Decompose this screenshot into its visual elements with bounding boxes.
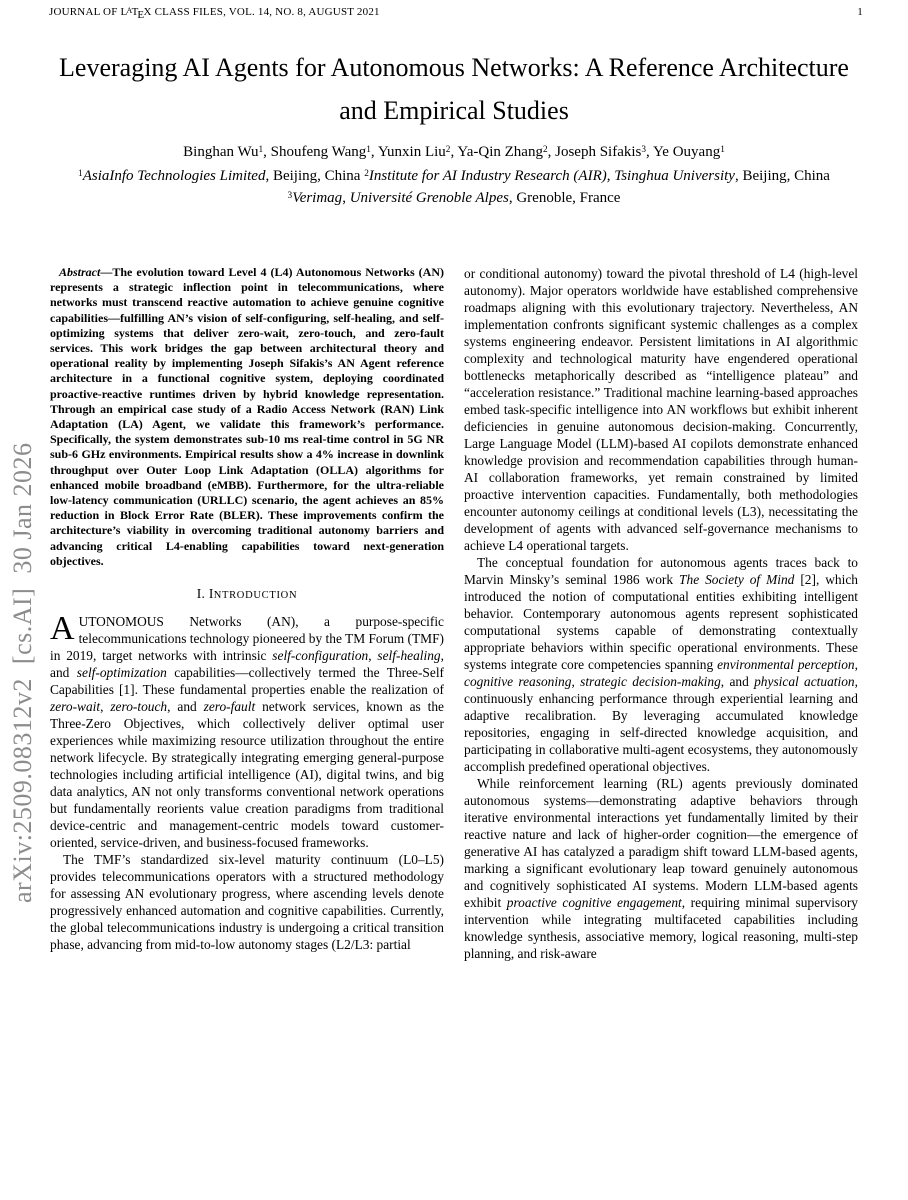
dropcap-letter: A	[50, 610, 75, 648]
intro-paragraph-1	[50, 610, 445, 851]
arxiv-watermark: arXiv:2509.08312v2 [cs.AI] 30 Jan 2026	[8, 442, 37, 903]
intro-paragraph-2: The TMF’s standardized six-level maturity continuum (L0–L5) provides telecommunications operators with a structured methodology for assessing AN evolutionary progress, where ascending levels denote progressively enhanced automation and cognitive capabilities. Currently, the global telecommunications industry is undergoing a critical transition phase, advancing from mid-to-low autonomy stages (L2/L3: partial	[50, 852, 444, 953]
right-paragraph-1: or conditional autonomy) toward the pivotal threshold of L4 (high-level autonomy). Major operators worldwide have established comprehensive roadmaps aligning with this evolutionary trajectory. Nevertheless, AN implementation confronts significant systemic challenges as a complex systems engineering endeavor. Persistent limitations in AI algorithmic complexity and technological maturity have engendered operational bottlenecks metaphorically described as “intelligence plateau” and “acceleration resistance.” Traditional machine learning-based approaches embed task-specific intelligence into AN workflows but exhibit inherent deficiencies in genuine autonomous decision-making. Concurrently, Large Language Model (LLM)-based AI copilots demonstrate enhanced knowledge provision and recommendation capabilities through human-AI collaboration frameworks, yet remain constrained by limited proactive intervention capacities. Fundamentally, both methodologies encounter autonomy ceilings at conditional levels (L3), necessitating the development of agents with advanced self-governance mechanisms to achieve L4 operational targets.	[464, 266, 858, 553]
left-column	[50, 265, 444, 953]
affiliations-line: $^1$AsiaInfo Technologies Limited, Beijing, China $^2$Institute for AI Industry Research (AIR), Tsinghua University, Beijing, China $^3$Verimag, Université Grenoble Alpes, Grenoble, France	[78, 168, 830, 206]
right-column	[464, 265, 858, 962]
abstract: Abstract—The evolution toward Level 4 (L4) Autonomous Networks (AN) represents a strategic inflection point in telecommunications, where networks must transcend reactive automation to achieve genuine cognitive capabilities—fulfilling AN’s vision of self-configuring, self-healing, and self-optimizing systems that deliver zero-wait, zero-touch, and zero-fault services. This work bridges the gap between architectural theory and operational reality by implementing Joseph Sifakis’s AN Agent reference architecture in a functional cognitive system, deploying coordinated proactive-reactive runtimes driven by hybrid knowledge representation. Through an empirical case study of a Radio Access Network (RAN) Link Adaptation (LA) Agent, we validate this framework’s performance. Specifically, the system demonstrates sub-10 ms real-time control in 5G NR sub-6 GHz environments. Empirical results show a 4% increase in downlink throughput over Outer Loop Link Adaptation (OLLA) algorithms for enhanced mobile broadband (eMBB). Furthermore, for the ultra-reliable low-latency communication (URLLC) scenario, the agent achieves an 85% reduction in Block Error Rate (BLER). These improvements confirm the architecture’s viability in overcoming traditional autonomy barriers and advancing critical L4-enabling capabilities toward next-generation objectives.	[50, 265, 444, 568]
paper-title: Leveraging AI Agents for Autonomous Networks: A Reference Architecture and Empirical Studies	[59, 53, 849, 125]
section-heading-introduction: I. INTRODUCTION	[196, 586, 298, 602]
journal-header: JOURNAL OF $L^ATEX$ CLASS FILES, VOL. 14, NO. 8, AUGUST 2021	[49, 6, 380, 21]
page-number: 1	[857, 6, 863, 18]
paper-content	[50, 0, 858, 962]
right-paragraph-2: The conceptual foundation for autonomous agents traces back to Marvin Minsky’s seminal 1986 work The Society of Mind [2], which introduced the notion of computational entities exhibiting intelligent behavior. Contemporary autonomous agents represent sophisticated computational systems capable of demonstrating contextually appropriate behaviors within specific operational environments. These systems integrate core competencies spanning environmental perception, cognitive reasoning, strategic decision-making, and physical actuation, continuously enhancing performance through experiential learning and adaptive recalibration. By leveraging accumulated knowledge repositories, engaging in self-directed knowledge acquisition, and participating in collaborative multi-agent ecosystems, they autonomously accomplish predefined operational objectives.	[464, 555, 858, 774]
two-column-body	[50, 265, 858, 962]
intro-paragraph-1-text: UTONOMOUS Networks (AN), a purpose-specific telecommunications technology pioneered by the TM Forum (TMF) in 2019, target networks with intrinsic self-configuration, self-healing, and self-optimization capabilities—collectively termed the Three-Self Capabilities [1]. These fundamental properties enable the realization of zero-wait, zero-touch, and zero-fault network services, known as the Three-Zero Objectives, which collectively deliver optimal user experiences while maximizing resource utilization throughout the entire network lifecycle. By strategically integrating emerging general-purpose technologies including artificial intelligence (AI), digital twins, and big data analytics, AN not only transforms conventional network operations but fundamentally reorients value creation paradigms from traditional device-centric and management-centric models toward customer-oriented, service-driven, and business-focused frameworks.	[50, 614, 445, 851]
authors-line: Binghan Wu$^1$, Shoufeng Wang$^1$, Yunxin Liu$^2$, Ya-Qin Zhang$^2$, Joseph Sifakis$^3$, Ye Ouyang$^1$	[183, 144, 725, 160]
right-paragraph-3: While reinforcement learning (RL) agents previously dominated autonomous systems—demonstrating adaptive behaviors through iterative environmental interactions yet fundamentally limited by their reactive nature and lack of higher-order cognition—the emergence of generative AI has catalyzed a paradigm shift toward LLM-based agents, marking a significant evolutionary leap toward genuinely autonomous and cognitively sophisticated AI systems. Modern LLM-based agents exhibit proactive cognitive engagement, requiring minimal supervisory intervention while integrating multifaceted capabilities including knowledge synthesis, associative memory, logical reasoning, multi-step planning, and risk-aware	[464, 776, 858, 961]
